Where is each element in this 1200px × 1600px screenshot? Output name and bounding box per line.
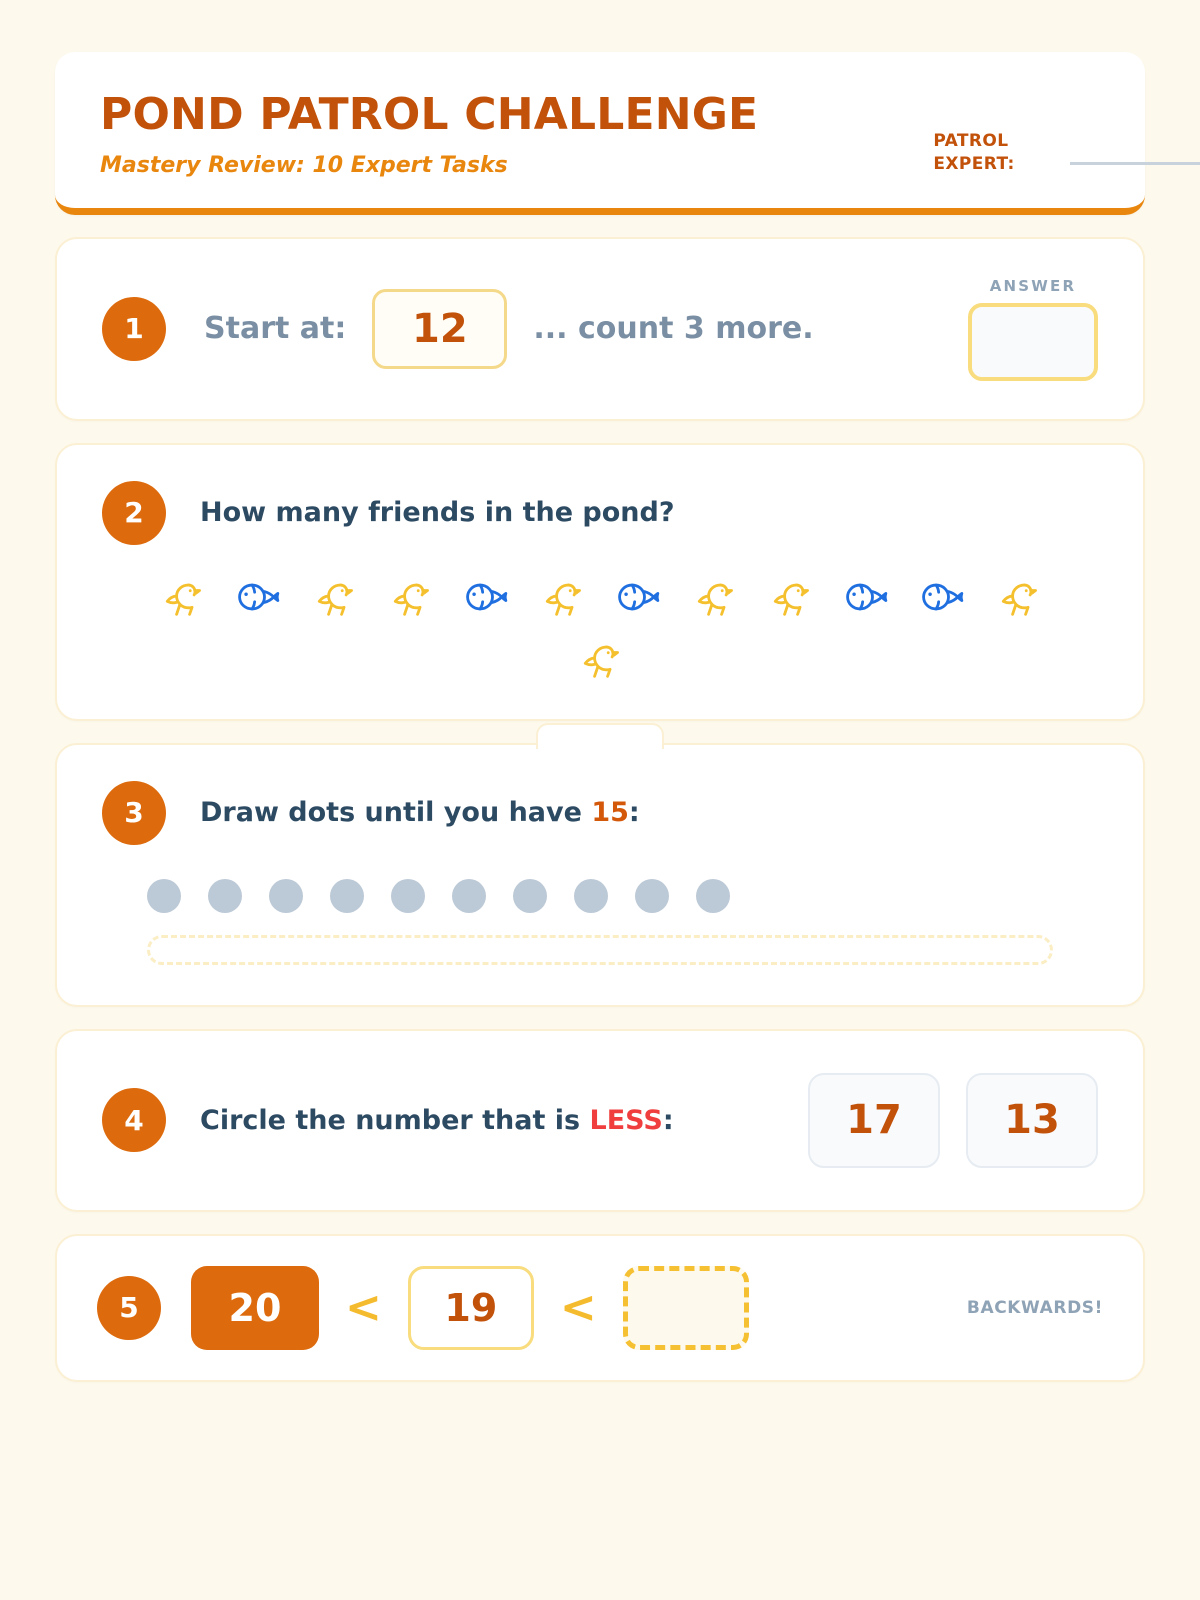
counting-dot — [696, 879, 730, 913]
task-card-3 — [55, 743, 1145, 1007]
task-1-tail-text: ... count 3 more. — [533, 311, 814, 347]
bird-icon — [764, 571, 816, 623]
fish-icon — [460, 571, 512, 623]
bird-icon — [384, 571, 436, 623]
task-card-1 — [55, 237, 1145, 421]
fish-icon — [840, 571, 892, 623]
task-1-answer-box[interactable] — [968, 303, 1098, 381]
name-field-group — [933, 130, 1200, 176]
chevron-left-icon: < — [559, 1281, 597, 1333]
counting-dot — [635, 879, 669, 913]
bird-icon — [688, 571, 740, 623]
task-card-5 — [55, 1234, 1145, 1382]
bird-icon — [536, 571, 588, 623]
task-4-prompt-post: : — [662, 1104, 674, 1136]
fish-icon — [612, 571, 664, 623]
task-3-target-number: 15 — [591, 797, 629, 829]
bird-icon — [308, 571, 360, 623]
task-3-draw-area[interactable] — [147, 935, 1053, 965]
task-4-choice-a[interactable]: 17 — [808, 1073, 940, 1168]
bird-icon — [156, 571, 208, 623]
fish-icon — [916, 571, 968, 623]
task-4-choice-b[interactable]: 13 — [966, 1073, 1098, 1168]
task-3-prompt-post: : — [628, 797, 640, 829]
bird-icon — [574, 633, 626, 685]
task-2-prompt: How many friends in the pond? — [200, 497, 675, 529]
worksheet-header — [55, 52, 1145, 215]
title-block — [100, 89, 759, 178]
task-4-choices — [808, 1073, 1098, 1168]
task-number-badge: 2 — [102, 481, 166, 545]
task-3-dots-row — [102, 879, 1098, 913]
page-title: POND PATROL CHALLENGE — [100, 89, 759, 140]
task-3-prompt-pre: Draw dots until you have — [200, 797, 592, 829]
task-4-prompt-pre: Circle the number that is — [200, 1104, 590, 1136]
counting-dot — [330, 879, 364, 913]
counting-dot — [574, 879, 608, 913]
fish-icon — [232, 571, 284, 623]
task-5-sequence-value-1: 20 — [191, 1266, 319, 1350]
counting-dot — [513, 879, 547, 913]
chevron-left-icon: < — [345, 1281, 382, 1333]
task-number-badge: 1 — [102, 297, 166, 361]
task-5-note: BACKWARDS! — [966, 1297, 1103, 1318]
name-input-line[interactable] — [1070, 162, 1200, 165]
page-subtitle: Mastery Review: 10 Expert Tasks — [100, 152, 508, 178]
task-5-answer-blank[interactable] — [623, 1266, 749, 1350]
counting-dot — [269, 879, 303, 913]
task-card-4 — [55, 1029, 1145, 1212]
counting-dot — [452, 879, 486, 913]
counting-dot — [208, 879, 242, 913]
task-1-start-value: 12 — [372, 289, 507, 369]
task-3-header — [102, 781, 1098, 845]
task-3-prompt — [200, 797, 640, 828]
header-inner — [100, 89, 1100, 178]
task-number-badge: 3 — [102, 781, 166, 845]
task-card-2 — [55, 443, 1145, 721]
task-number-badge: 4 — [102, 1088, 166, 1152]
task-number-badge: 5 — [97, 1276, 161, 1340]
task-1-answer-group — [968, 277, 1098, 381]
task-2-header — [102, 481, 1098, 545]
card-tab-nub — [536, 723, 664, 749]
task-2-icon-row — [102, 571, 1098, 685]
task-4-prompt — [200, 1105, 674, 1136]
name-field-label: PATROL EXPERT: — [933, 131, 1015, 174]
answer-label: ANSWER — [989, 276, 1077, 295]
bird-icon — [992, 571, 1044, 623]
task-4-keyword: LESS — [589, 1104, 663, 1136]
counting-dot — [391, 879, 425, 913]
task-5-sequence-value-2: 19 — [408, 1266, 534, 1350]
counting-dot — [147, 879, 181, 913]
task-1-lead-text: Start at: — [204, 311, 347, 347]
